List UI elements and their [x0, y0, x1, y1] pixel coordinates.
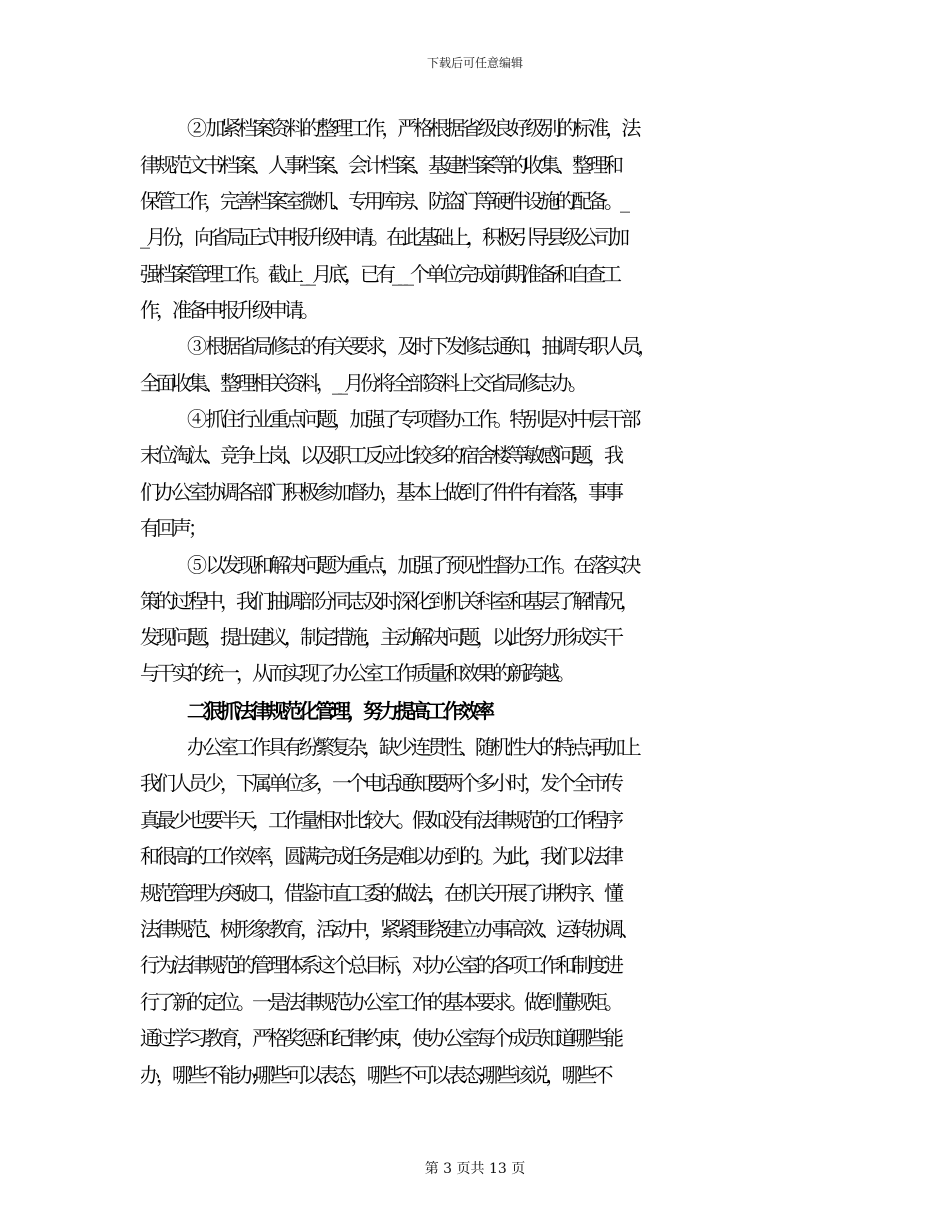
text-line: 通过学习教育，严格奖惩和纪律约束，使办公室每个成员知道哪些能 — [140, 1026, 620, 1050]
text-line: 和很高的工作效率，圆满完成任务是难以办到的。为此，我们以法律 — [140, 844, 620, 868]
text-line: 们办公室协调各部门积极参加督办，基本上做到了件件有着落，事事 — [140, 480, 620, 504]
text-line: 规范管理为突破口，借鉴市直工委的做法，在机关开展了讲秩序、懂 — [140, 881, 620, 905]
text-line: 末位淘汰、竞争上岗、以及职工反应比较多的宿舍楼等敏感问题，我 — [140, 443, 620, 467]
text-line: 行了新的定位。一是法律规范办公室工作的基本要求。做到懂规矩。 — [140, 990, 620, 1014]
text-line: 全面收集、整理相关资料，__月份将全部资料上交省局修志办。 — [140, 371, 584, 395]
text-line: ② 加紧档案资料的整理工作，严格根据省级良好级别的标准，法 — [187, 116, 638, 140]
text-line: 强档案管理工作。截止__月底，已有___个单位完成前期准备和自查工 — [140, 262, 618, 286]
text-line: 行为法律规范的管理体系这个总目标，对办公室的各项工作和制度进 — [140, 953, 620, 977]
text-line: 真最少也要半天，工作量相对比较大。假如没有法律规范的工作程序 — [140, 808, 620, 832]
text-line: ③ 根据省局修志的有关要求，及时下发修志通知，抽调专职人员， — [187, 334, 654, 358]
text-line: 办公室工作具有纷繁复杂，缺少连贯性、随机性大的特点;再加上 — [187, 735, 638, 759]
text-line: 办，哪些不能办;哪些可以表态，哪些不可以表态;哪些该说，哪些不 — [140, 1063, 610, 1087]
page-footer: 第 3 页共 13 页 — [424, 1161, 526, 1177]
text-line: 与干实的统一，从而实现了办公室工作质量和效果的新跨越。 — [140, 661, 572, 685]
page-header: 下载后可任意编辑 — [426, 56, 523, 70]
text-line: 我们人员少，下属单位多，一个电话通知要两个多小时，发个全市传 — [140, 771, 620, 795]
text-line: 有回声； — [140, 516, 204, 540]
text-line: 法律规范、树形象教育，活动中，紧紧围绕建立办事高效、运转协调、 — [140, 917, 636, 941]
text-line: ⑤ 以发现和解决问题为重点，加强了预见性督办工作。在落实决 — [187, 553, 638, 577]
text-line: ④ 抓住行业重点问题，加强了专项督办工作。特别是对中层干部 — [187, 407, 638, 431]
text-line: 作，准备申报升级申请。 — [140, 298, 316, 322]
text-line: 保管工作，完善档案室微机、专用库房、防盗门等硬件设施的配备。_ — [140, 189, 626, 213]
text-line: 发现问题，提出建议，制定措施，主动解决问题，以此努力形成实干 — [140, 625, 620, 649]
text-line: 策的过程中，我们抽调部分同志及时深化到机关科室和基层了解情况， — [140, 589, 636, 613]
text-line: _月份，向省局正式申报升级申请。在此基础上，积极引导县级公司加 — [140, 225, 626, 249]
section-heading: 二狠抓法律规范化管理，努力提高工作效率 — [187, 699, 491, 723]
text-line: 律规范文书档案、人事档案、会计档案、基建档案等的收集、整理和 — [140, 153, 620, 177]
